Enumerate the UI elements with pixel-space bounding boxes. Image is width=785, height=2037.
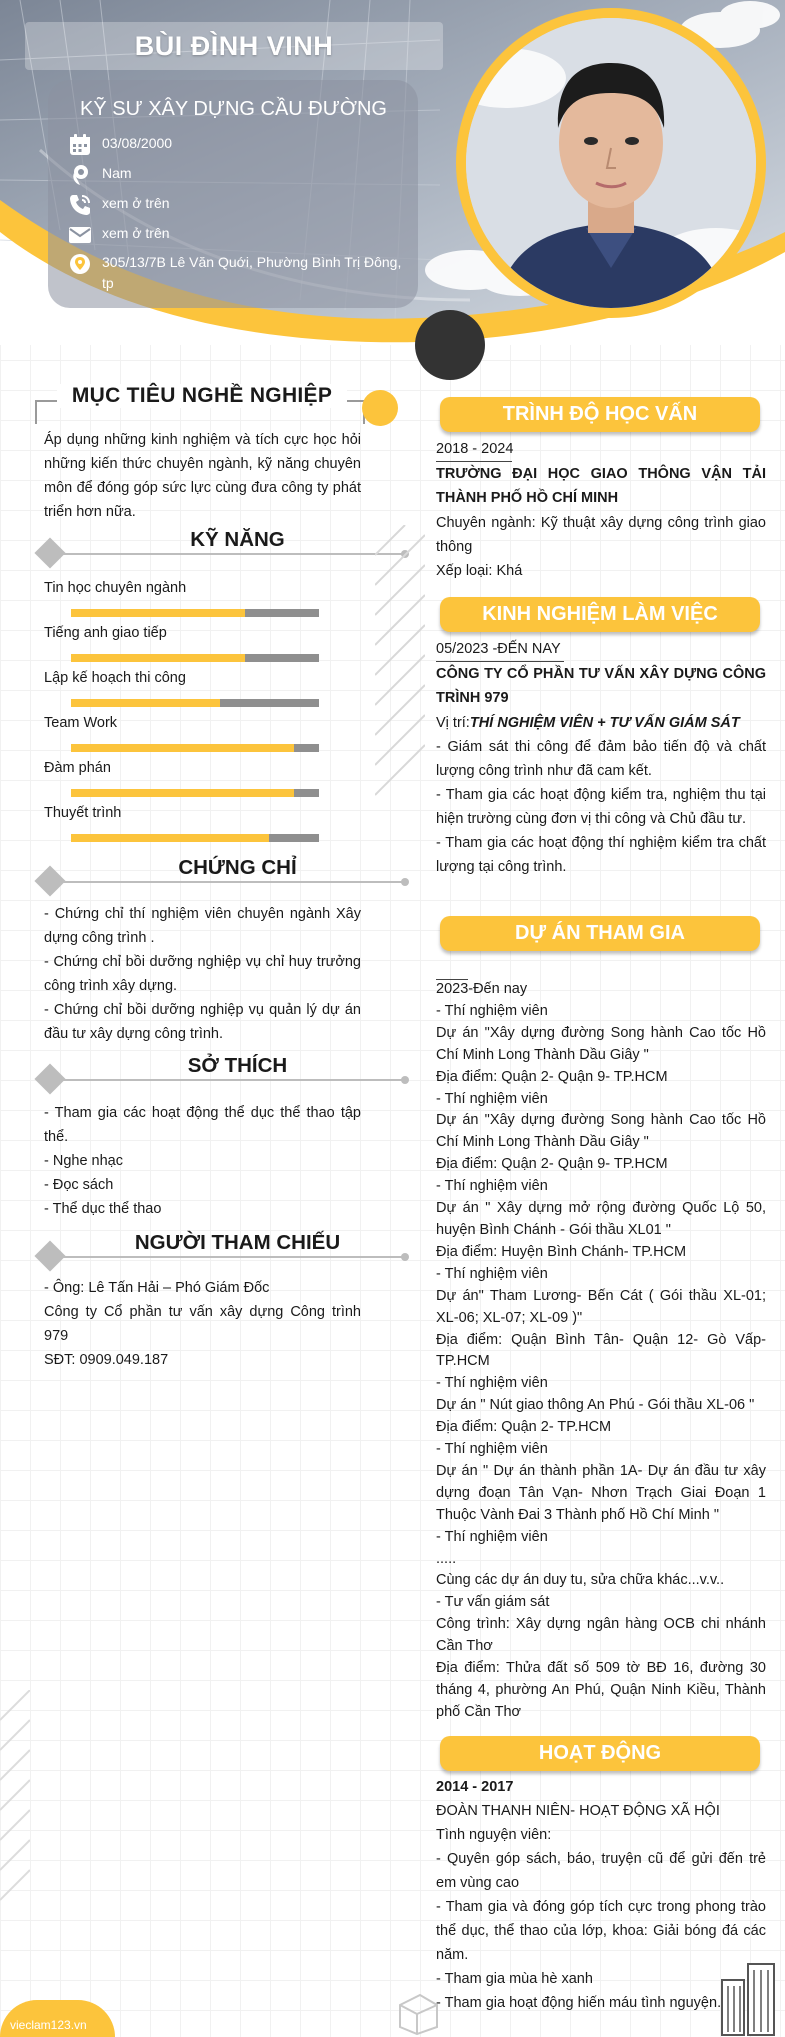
hobby-item: - Tham gia các hoạt động thể dục thể thao tập thể. xyxy=(44,1105,361,1145)
skill-bar-track xyxy=(71,789,319,797)
education-period: 2018 - 2024 xyxy=(436,441,514,457)
education-grade: Xếp loại: Khá xyxy=(436,563,523,579)
heading-dot xyxy=(401,878,409,886)
skill-label: Lập kế hoạch thi công xyxy=(44,670,186,686)
duty-item: - Tham gia các hoạt động kiểm tra, nghiệm thu tại hiện trường cùng đơn vị thi công và Chủ đầu tư. xyxy=(436,787,766,827)
hobby-item: - Nghe nhạc xyxy=(44,1153,123,1169)
certificates-title: CHỨNG CHỈ xyxy=(178,856,297,879)
project-line: Địa điểm: Quận 2- TP.HCM xyxy=(436,1419,612,1436)
objective-heading xyxy=(35,380,375,425)
education-header: TRÌNH ĐỘ HỌC VẤN xyxy=(440,397,760,432)
activity-item: - Tham gia mùa hè xanh xyxy=(436,1971,593,1987)
location-icon xyxy=(68,252,92,276)
skill-bar-fill xyxy=(71,609,245,617)
certificate-item: - Chứng chỉ bồi dưỡng nghiệp vụ quản lý dự án đầu tư xây dựng công trình. xyxy=(44,1002,361,1042)
hobbies-list xyxy=(44,1101,361,1221)
references-list xyxy=(44,1276,361,1372)
contact-birthdate xyxy=(68,133,412,157)
certificate-item: - Chứng chỉ bồi dưỡng nghiệp vụ chỉ huy trưởng công trình xây dựng. xyxy=(44,954,361,994)
activity-item: - Tham gia và đóng góp tích cực trong phong trào thể dục, thể thao của lớp, khoa: Giải bóng đá các năm. xyxy=(436,1899,766,1963)
position-label: Vị trí: xyxy=(436,715,470,731)
project-line: - Thí nghiệm viên xyxy=(436,1528,548,1545)
hobbies-title: SỞ THÍCH xyxy=(187,1054,288,1077)
position-value: THÍ NGHIỆM VIÊN + TƯ VẤN GIÁM SÁT xyxy=(469,715,740,731)
project-line: Cùng các dự án duy tu, sửa chữa khác...v.v.. xyxy=(436,1572,725,1589)
project-line: Địa điểm: Quận 2- Quận 9- TP.HCM xyxy=(436,1156,668,1173)
skill-bar-fill xyxy=(71,834,269,842)
phone-icon xyxy=(68,193,92,217)
activities-org: ĐOÀN THANH NIÊN- HOẠT ĐỘNG XÃ HỘI xyxy=(436,1803,720,1819)
skill-label: Tiếng anh giao tiếp xyxy=(44,625,167,641)
project-line: Công trình: Xây dựng ngân hàng OCB chi nhánh Cần Thơ xyxy=(436,1616,766,1655)
duty-item: - Tham gia các hoạt động thí nghiệm kiểm tra chất lượng tại công trình. xyxy=(436,835,766,875)
references-heading xyxy=(35,1231,375,1271)
objective-title: MỤC TIÊU NGHỀ NGHIỆP xyxy=(57,384,347,408)
project-line: Địa điểm: Huyện Bình Chánh- TP.HCM xyxy=(436,1243,687,1260)
gender-icon xyxy=(68,163,92,187)
calendar-icon xyxy=(68,133,92,157)
heading-line xyxy=(59,881,404,883)
project-line: ..... xyxy=(436,1550,457,1567)
contact-address xyxy=(68,252,412,294)
project-line: - Thí nghiệm viên xyxy=(436,1090,548,1107)
decorative-stripes xyxy=(0,1690,30,1920)
experience-company: CÔNG TY CỔ PHẦN TƯ VẤN XÂY DỰNG CÔNG TRÌNH 979 xyxy=(436,666,766,706)
project-line: Dự án" Tham Lương- Bến Cát ( Gói thầu XL-01; XL-06; XL-07; XL-09 )" xyxy=(436,1287,766,1326)
skill-label: Thuyết trình xyxy=(44,805,122,821)
project-line: Địa điểm: Thửa đất số 509 tờ BĐ 16, đường 30 tháng 4, phường An Phú, Quận Ninh Kiều, Thành phố Cần Thơ xyxy=(436,1660,766,1720)
reference-item: Công ty Cổ phần tư vấn xây dựng Công trình 979 xyxy=(44,1304,361,1344)
activity-item: - Tham gia hoạt động hiến máu tình nguyện. xyxy=(436,1995,722,2011)
skill-row xyxy=(44,715,344,731)
skill-row xyxy=(44,670,344,686)
education-major: Chuyên ngành: Kỹ thuật xây dựng công trình giao thông xyxy=(436,515,766,555)
education-school: TRƯỜNG ĐẠI HỌC GIAO THÔNG VẬN TẢI THÀNH PHỐ HỒ CHÍ MINH xyxy=(436,466,766,506)
job-title: KỸ SƯ XÂY DỰNG CẦU ĐƯỜNG xyxy=(80,98,387,120)
skills-heading xyxy=(35,528,375,568)
birthdate-text: 03/08/2000 xyxy=(102,135,173,151)
skill-bar-fill xyxy=(71,789,294,797)
project-line: 2023-Đến nay xyxy=(436,981,528,997)
projects-list xyxy=(436,979,766,1724)
email-text: xem ở trên xyxy=(102,225,170,241)
decorative-stripes xyxy=(375,525,425,815)
skill-bar-fill xyxy=(71,699,220,707)
contact-email xyxy=(68,223,412,247)
experience-position xyxy=(436,711,766,735)
skill-row xyxy=(44,625,344,641)
skill-row xyxy=(44,760,344,776)
skill-bar-track xyxy=(71,609,319,617)
project-line: Địa điểm: Quận 2- Quận 9- TP.HCM xyxy=(436,1068,668,1085)
decorative-dark-circle xyxy=(415,310,485,380)
address-text: 305/13/7B Lê Văn Quới, Phường Bình Trị Đông, tp xyxy=(102,254,402,291)
project-line: Dự án "Xây dựng đường Song hành Cao tốc Hồ Chí Minh Long Thành Dầu Giây " xyxy=(436,1024,766,1063)
reference-item: SĐT: 0909.049.187 xyxy=(44,1352,169,1368)
references-title: NGƯỜI THAM CHIẾU xyxy=(134,1231,341,1254)
project-line: Dự án " Xây dựng mở rộng đường Quốc Lộ 50, huyện Bình Chánh - Gói thầu XL01 " xyxy=(436,1200,766,1238)
skill-bar-fill xyxy=(71,654,245,662)
objective-text: Áp dụng những kinh nghiệm và tích cực học hỏi những kiến thức chuyên ngành, kỹ năng chuyên môn để đóng góp sức lực cùng đưa công ty phát triển hơn nữa. xyxy=(44,432,361,520)
cube-icon xyxy=(395,1990,440,2035)
skill-label: Đàm phán xyxy=(44,760,111,776)
skills-title: KỸ NĂNG xyxy=(190,528,285,551)
profile-photo xyxy=(466,18,756,308)
project-line: - Thí nghiệm viên xyxy=(436,1178,548,1195)
experience-duties xyxy=(436,735,766,879)
name-banner xyxy=(25,22,443,70)
objective-yellow-dot xyxy=(362,390,398,426)
heading-line xyxy=(59,1256,404,1258)
certificates-heading xyxy=(35,856,375,896)
heading-line xyxy=(59,1079,404,1081)
skill-bar-track xyxy=(71,654,319,662)
project-line: Địa điểm: Quận Bình Tân- Quận 12- Gò Vấp- TP.HCM xyxy=(436,1331,766,1370)
activities-list xyxy=(436,1823,766,2015)
skill-bar-track xyxy=(71,744,319,752)
experience-period: 05/2023 -ĐẾN NAY xyxy=(436,641,561,657)
activities-period: 2014 - 2017 xyxy=(436,1779,514,1795)
project-line: - Thí nghiệm viên xyxy=(436,1375,548,1392)
experience-header: KINH NGHIỆM LÀM VIỆC xyxy=(440,597,760,632)
reference-item: - Ông: Lê Tấn Hải – Phó Giám Đốc xyxy=(44,1280,270,1296)
contact-gender xyxy=(68,163,412,187)
skill-row xyxy=(44,580,344,596)
heading-line xyxy=(59,553,404,555)
project-line: Dự án " Nút giao thông An Phú - Gói thầu XL-06 " xyxy=(436,1397,755,1414)
watermark-logo: vieclam123.vn xyxy=(0,2000,115,2037)
candidate-name: BÙI ĐÌNH VINH xyxy=(134,30,334,61)
buildings-icon xyxy=(718,1960,780,2037)
project-line: Dự án "Xây dựng đường Song hành Cao tốc Hồ Chí Minh Long Thành Dầu Giây " xyxy=(436,1112,766,1151)
skill-bar-fill xyxy=(71,744,294,752)
skill-bar-track xyxy=(71,834,319,842)
activities-header: HOẠT ĐỘNG xyxy=(440,1736,760,1771)
projects-header: DỰ ÁN THAM GIA xyxy=(440,916,760,951)
activity-item: Tình nguyện viên: xyxy=(436,1827,552,1843)
certificate-item: - Chứng chỉ thí nghiệm viên chuyên ngành Xây dựng công trình . xyxy=(44,906,361,946)
activity-item: - Quyên góp sách, báo, truyện cũ để gửi đến trẻ em vùng cao xyxy=(436,1851,766,1891)
gender-text: Nam xyxy=(102,165,132,181)
heading-dot xyxy=(401,1076,409,1084)
skill-row xyxy=(44,805,344,821)
heading-dot xyxy=(401,1253,409,1261)
project-line: - Thí nghiệm viên xyxy=(436,1002,548,1019)
certificates-list xyxy=(44,902,361,1046)
project-line: - Tư vấn giám sát xyxy=(436,1594,550,1611)
hobbies-heading xyxy=(35,1054,375,1094)
skill-bar-track xyxy=(71,699,319,707)
project-line: - Thí nghiệm viên xyxy=(436,1441,548,1458)
project-line: - Thí nghiệm viên xyxy=(436,1265,548,1282)
hobby-item: - Thể dục thể thao xyxy=(44,1201,162,1217)
contact-phone xyxy=(68,193,412,217)
email-icon xyxy=(68,223,92,247)
hobby-item: - Đọc sách xyxy=(44,1177,114,1193)
phone-text: xem ở trên xyxy=(102,195,170,211)
duty-item: - Giám sát thi công để đảm bảo tiến độ và chất lượng công trình như đã cam kết. xyxy=(436,739,766,779)
skill-label: Team Work xyxy=(44,715,118,731)
skill-label: Tin học chuyên ngành xyxy=(44,580,187,596)
project-line: Dự án " Dự án thành phần 1A- Dự án đầu tư xây dựng đoạn Tân Vạn- Nhơn Trạch Giai Đoạn 1 Thuộc Vành Đai 3 Thành phố Hồ Chí Minh " xyxy=(436,1462,766,1523)
